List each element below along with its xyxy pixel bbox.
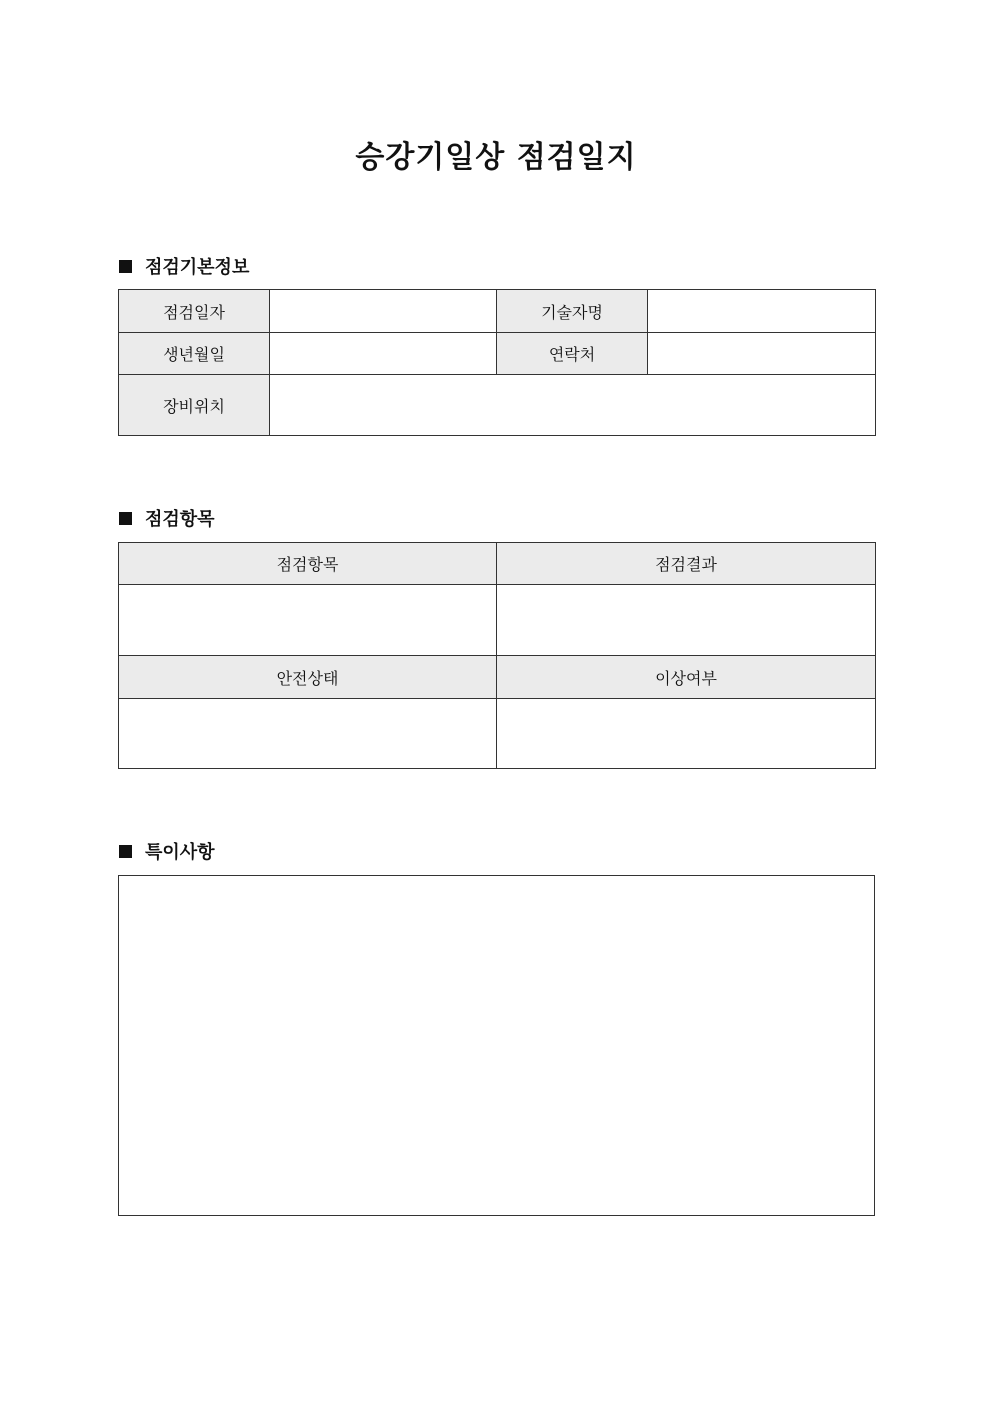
section-heading-label: 점검기본정보 xyxy=(145,257,250,278)
table-row xyxy=(119,699,876,769)
square-bullet-icon xyxy=(119,845,132,858)
equipment-location-label: 장비위치 xyxy=(119,375,270,436)
birth-date-label: 생년월일 xyxy=(119,333,270,375)
abnormality-header: 이상여부 xyxy=(497,656,876,699)
table-row xyxy=(119,375,876,436)
equipment-location-field[interactable] xyxy=(270,375,876,436)
table-header-row xyxy=(119,656,876,699)
birth-date-field[interactable] xyxy=(270,333,497,375)
basic-info-table xyxy=(118,289,876,436)
contact-label: 연락처 xyxy=(497,333,648,375)
inspection-result-header: 점검결과 xyxy=(497,543,876,585)
safety-status-field[interactable] xyxy=(119,699,497,769)
remarks-field[interactable] xyxy=(118,875,875,1216)
technician-name-label: 기술자명 xyxy=(497,290,648,333)
square-bullet-icon xyxy=(119,260,132,273)
inspection-date-field[interactable] xyxy=(270,290,497,333)
table-row xyxy=(119,585,876,656)
section-heading-label: 특이사항 xyxy=(145,842,215,863)
section-heading-remarks xyxy=(119,838,215,864)
inspection-date-label: 점검일자 xyxy=(119,290,270,333)
inspection-item-header: 점검항목 xyxy=(119,543,497,585)
square-bullet-icon xyxy=(119,512,132,525)
table-row xyxy=(119,290,876,333)
inspection-items-table xyxy=(118,542,876,769)
table-row xyxy=(119,333,876,375)
section-heading-inspection-items xyxy=(119,505,215,531)
inspection-result-field[interactable] xyxy=(497,585,876,656)
inspection-item-field[interactable] xyxy=(119,585,497,656)
abnormality-field[interactable] xyxy=(497,699,876,769)
table-header-row xyxy=(119,543,876,585)
safety-status-header: 안전상태 xyxy=(119,656,497,699)
page-title: 승강기일상 점검일지 xyxy=(355,140,637,175)
technician-name-field[interactable] xyxy=(648,290,876,333)
section-heading-basic-info xyxy=(119,253,249,279)
section-heading-label: 점검항목 xyxy=(145,509,215,530)
contact-field[interactable] xyxy=(648,333,876,375)
